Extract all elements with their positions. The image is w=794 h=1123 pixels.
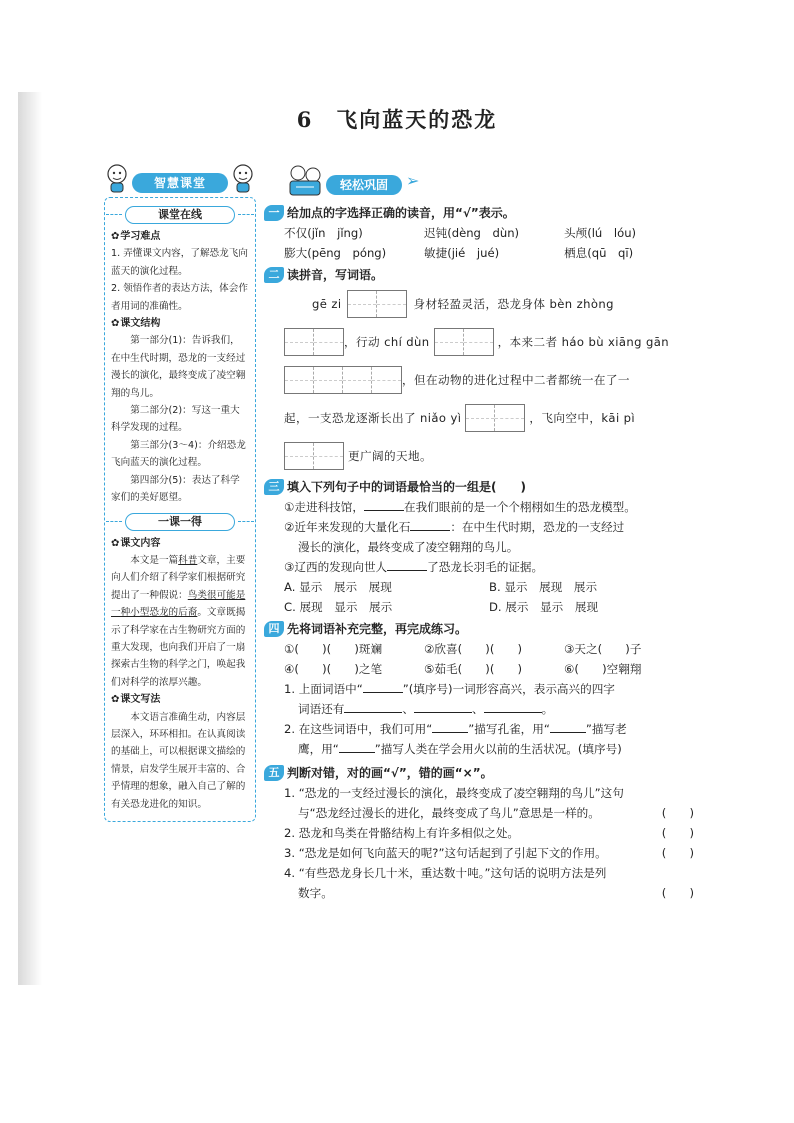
judgment-item: 4. “有些恐龙身长几十米，重达数十吨。”这句话的说明方法是列 (284, 866, 607, 880)
pronunciation-row (284, 223, 694, 243)
difficulty-item: 1. 弄懂课文内容，了解恐龙飞向蓝天的演化过程。 (111, 248, 248, 277)
pronunciation-option[interactable]: 栖息(qū qī) (564, 246, 634, 260)
option-b[interactable]: B. 显示 展现 展示 (489, 580, 598, 594)
section-pill-classroom: 课堂在线 (125, 206, 235, 224)
option-c[interactable]: C. 展现 显示 展示 (284, 600, 393, 614)
options-row (284, 597, 694, 617)
exercise-badge: 轻松巩固 (326, 175, 402, 195)
idiom-row (284, 639, 694, 659)
section-pill-learning: 一课一得 (125, 513, 235, 531)
flower-icon: ✿ (111, 318, 120, 330)
structure-heading: ✿课文结构 (111, 318, 161, 330)
pronunciation-option[interactable]: 敏捷(jié jué) (424, 246, 500, 260)
idiom-fill[interactable]: ⑤茹毛( )( ) (424, 662, 523, 676)
idiom-fill[interactable]: ③天之( )子 (564, 642, 642, 656)
writing-grid[interactable] (465, 404, 525, 432)
sidebar-header (104, 163, 256, 193)
sub-question: 词语还有 、 、 。 (284, 699, 694, 719)
pinyin-line: ，但在动物的进化过程中二者都统一在了一 (284, 361, 694, 399)
sentence: 漫长的演化，最终变成了凌空翱翔的鸟儿。 (298, 540, 519, 554)
answer-blank[interactable] (387, 557, 427, 571)
answer-paren[interactable]: ( ) (661, 826, 694, 840)
idiom-row (284, 659, 694, 679)
flower-icon: ✿ (111, 537, 120, 549)
judgment-item: 数字。 ( ) (284, 883, 694, 903)
judgment-item: 1. “恐龙的一支经过漫长的演化，最终变成了凌空翱翔的鸟儿”这句 (284, 786, 624, 800)
pronunciation-option[interactable]: 头颅(lú lóu) (564, 226, 637, 240)
pronunciation-option[interactable]: 不仅(jǐn jǐng) (284, 226, 363, 240)
writing-text: 本文语言准确生动，内容层层深入，环环相扣。在认真阅读的基础上，可以根据课文描绘的情景，启发学生展开丰富的、合乎情理的想象，融入自己了解的有关恐龙进化的知识。 (111, 711, 246, 810)
exercise-area (264, 163, 694, 903)
judgment-item: 2. 恐龙和鸟类在骨骼结构上有许多相似之处。 ( ) (284, 823, 694, 843)
structure-item: 第二部分(2)：写这一重大科学发现的过程。 (111, 405, 240, 434)
answer-paren[interactable]: ( ) (661, 806, 694, 820)
structure-item: 第一部分(1)：告诉我们，在中生代时期，恐龙的一支经过漫长的演化，最终变成了凌空翱翔的鸟儿。 (111, 335, 246, 399)
option-d[interactable]: D. 展示 显示 展现 (489, 600, 599, 614)
answer-blank[interactable] (344, 699, 402, 713)
pinyin-line: 起，一支恐龙逐渐长出了 niǎo yì ，飞向空中，kāi pì (284, 399, 694, 437)
sentence: ①走进科技馆， 在我们眼前的是一个个栩栩如生的恐龙模型。 (284, 497, 694, 517)
question-1-heading: 一 给加点的字选择正确的读音，用“√”表示。 (264, 203, 694, 223)
answer-blank[interactable] (410, 517, 450, 531)
answer-blank[interactable] (414, 699, 472, 713)
content-text: 本文是一篇科普文章，主要向人们介绍了科学家们根据研究提出了一种假说：鸟类很可能是一种小型恐龙的后裔。文章既揭示了科学家在古生物研究方面的重大发现，也向我们开启了一扇探索古生物的科学之门，唤起我们对科学的浓厚兴趣。 (111, 554, 246, 688)
child-mascot-icon (230, 163, 256, 193)
pinyin-line: 更广阔的天地。 (284, 437, 694, 475)
structure-item: 第三部分(3～4)：介绍恐龙飞向蓝天的演化过程。 (111, 439, 246, 469)
sentence: ③辽西的发现向世人 了恐龙长羽毛的证据。 (284, 557, 694, 577)
sidebar-box (104, 197, 256, 822)
structure-item: 第四部分(5)：表达了科学家们的美好愿望。 (111, 474, 240, 504)
answer-blank[interactable] (339, 739, 375, 753)
sub-question: 鹰，用“ ”描写人类在学会用火以前的生活状况。(填序号) (284, 739, 694, 759)
question-3-heading: 三 填入下列句子中的词语最恰当的一组是( ) (264, 477, 694, 497)
answer-blank[interactable] (363, 679, 403, 693)
idiom-fill[interactable]: ④( )( )之笔 (284, 662, 383, 676)
answer-blank[interactable] (432, 719, 468, 733)
page-title: 6 飞向蓝天的恐龙 (296, 107, 498, 132)
difficulty-item: 2. 领悟作者的表达方法，体会作者用词的准确性。 (111, 283, 248, 312)
question-2-heading: 二 读拼音，写词语。 (264, 265, 694, 285)
options-row (284, 577, 694, 597)
sidebar-badge: 智慧课堂 (132, 173, 228, 193)
page-edge-shadow (18, 92, 42, 985)
kids-reading-icon (286, 163, 326, 199)
flower-icon: ✿ (111, 231, 120, 242)
idiom-fill[interactable]: ⑥( )空翱翔 (564, 662, 642, 676)
pronunciation-option[interactable]: 膨大(pēng póng) (284, 246, 387, 260)
option-a[interactable]: A. 显示 展示 展现 (284, 580, 392, 594)
sidebar (104, 163, 256, 822)
judgment-item: 与“恐龙经过漫长的进化，最终变成了鸟儿”意思是一样的。 ( ) (284, 803, 694, 823)
answer-paren[interactable]: ( ) (661, 846, 694, 860)
writing-grid[interactable] (434, 328, 494, 356)
sentence: ②近年来发现的大量化石 ：在中生代时期，恐龙的一支经过 (284, 517, 694, 537)
question-5-heading: 五 判断对错，对的画“√”，错的画“×”。 (264, 763, 694, 783)
idiom-fill[interactable]: ①( )( )斑斓 (284, 642, 383, 656)
writing-grid[interactable] (284, 442, 344, 470)
pronunciation-option[interactable]: 迟钝(dèng dùn) (424, 226, 520, 240)
answer-blank[interactable] (484, 699, 542, 713)
sub-question: 2. 在这些词语中，我们可用“ ”描写孔雀，用“ ”描写老 (284, 719, 694, 739)
difficulty-heading: ✿学习难点 (111, 231, 161, 242)
writing-grid[interactable] (284, 328, 344, 356)
writing-grid[interactable] (347, 290, 407, 318)
question-4-heading: 四 先将词语补充完整，再完成练习。 (264, 619, 694, 639)
content-heading: ✿课文内容 (111, 537, 161, 549)
writing-heading: ✿课文写法 (111, 694, 161, 706)
judgment-item: 3. “恐龙是如何飞向蓝天的呢?”这句话起到了引起下文的作用。 ( ) (284, 843, 694, 863)
writing-grid[interactable] (284, 366, 402, 394)
pronunciation-row (284, 243, 694, 263)
idiom-fill[interactable]: ②欣喜( )( ) (424, 642, 523, 656)
pinyin-line: ，行动 chí dùn ，本来二者 háo bù xiāng gān (284, 323, 694, 361)
answer-paren[interactable]: ( ) (661, 886, 694, 900)
paper-plane-icon: ➢ (406, 171, 420, 190)
flower-icon: ✿ (111, 694, 120, 706)
answer-blank[interactable] (364, 497, 404, 511)
sub-question: 1. 上面词语中“ ”(填序号)一词形容高兴，表示高兴的四字 (284, 679, 694, 699)
pinyin-line: gē zi 身材轻盈灵活，恐龙身体 bèn zhòng (312, 285, 694, 323)
child-mascot-icon (104, 163, 130, 193)
answer-blank[interactable] (550, 719, 586, 733)
exercise-header (264, 163, 694, 201)
